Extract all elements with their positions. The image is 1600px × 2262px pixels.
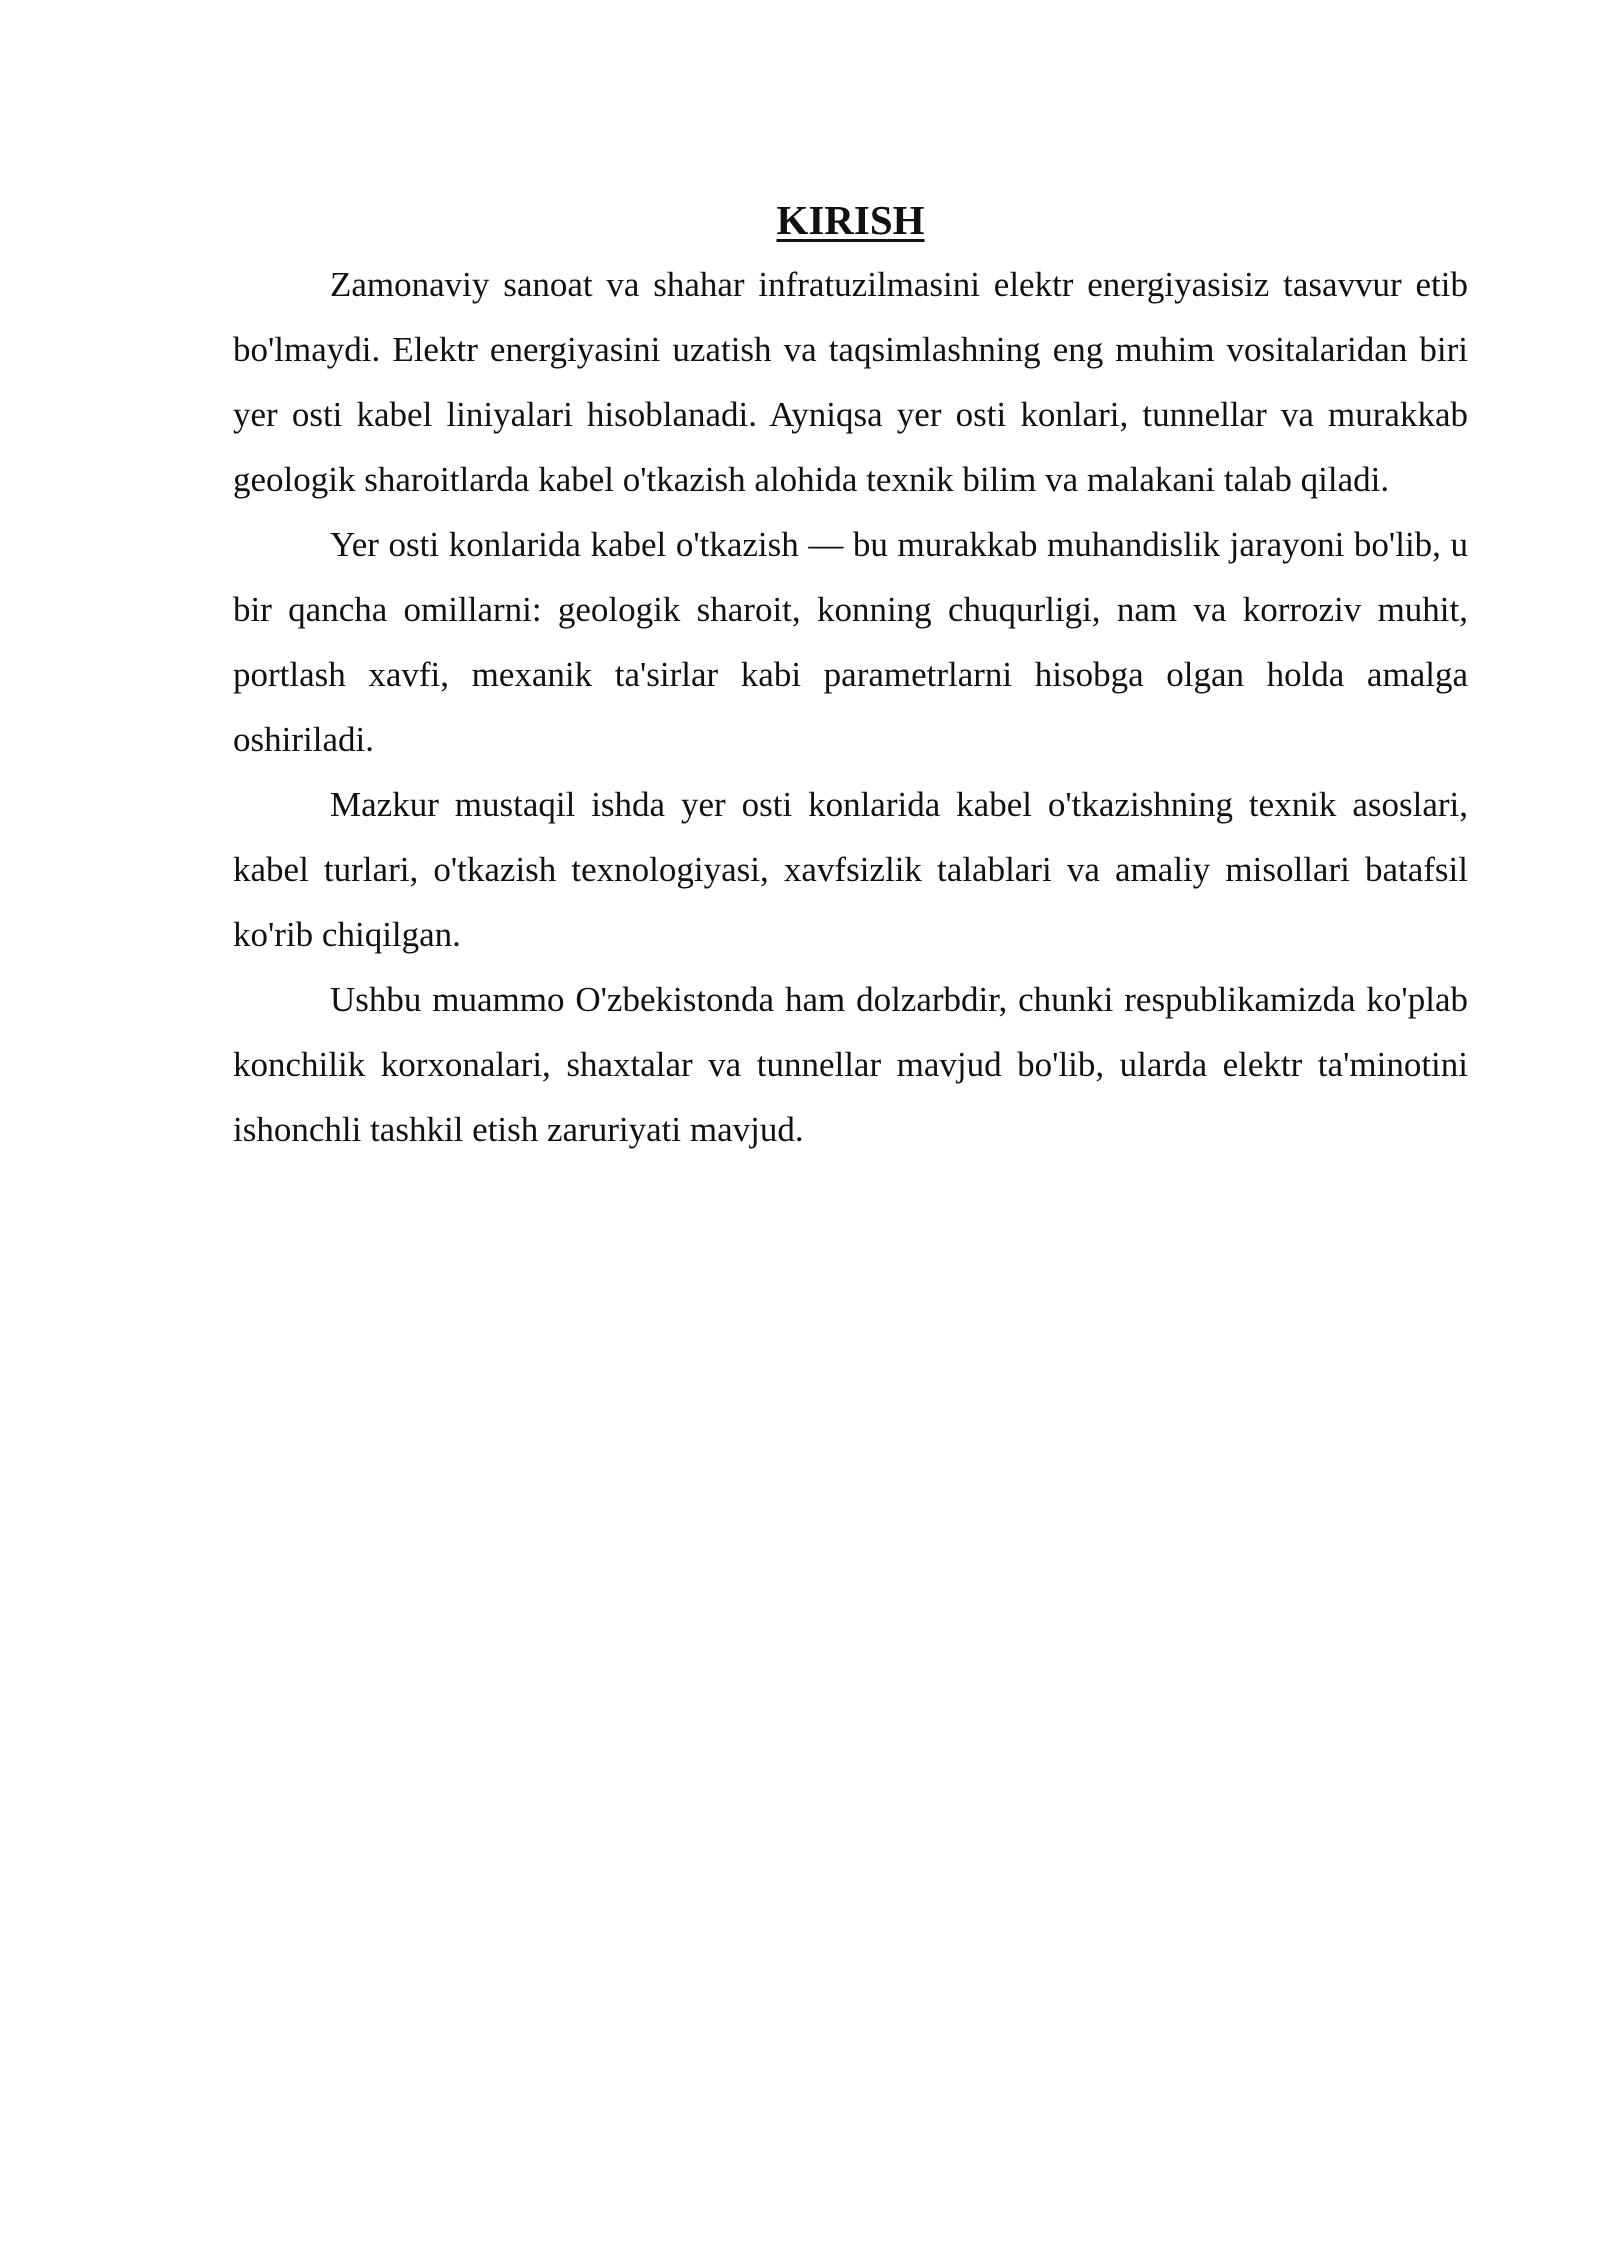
paragraph-3: Mazkur mustaqil ishda yer osti konlarida kabel o'tkazishning texnik asoslari, kabel turlari, o'tkazish texnologiyasi, xavfsizlik talablari va amaliy misollari batafsil ko'rib chiqilgan. — [233, 785, 1468, 954]
paragraph-2: Yer osti konlarida kabel o'tkazish — bu murakkab muhandislik jarayoni bo'lib, u bir qancha omillarni: geologik sharoit, konning chuqurligi, nam va korroziv muhit, portlash xavfi, mexanik ta'sirlar kabi parametrlarni hisobga olgan holda amalga oshiriladi. — [233, 525, 1468, 759]
paragraph-4: Ushbu muammo O'zbekistonda ham dolzarbdir, chunki respublikamizda ko'plab konchilik korxonalari, shaxtalar va tunnellar mavjud bo'lib, ularda elektr ta'minotini ishonchli tashkil etish zaruriyati mavjud. — [233, 980, 1468, 1149]
page-title: KIRISH — [776, 197, 925, 243]
document-body — [233, 190, 1468, 1162]
paragraph-1: Zamonaviy sanoat va shahar infratuzilmasini elektr energiyasisiz tasavvur etib bo'lmaydi. Elektr energiyasini uzatish va taqsimlashning eng muhim vositalaridan biri yer osti kabel liniyalari hisoblanadi. Ayniqsa yer osti konlari, tunnellar va murakkab geologik sharoitlarda kabel o'tkazish alohida texnik bilim va malakani talab qiladi. — [233, 265, 1468, 499]
